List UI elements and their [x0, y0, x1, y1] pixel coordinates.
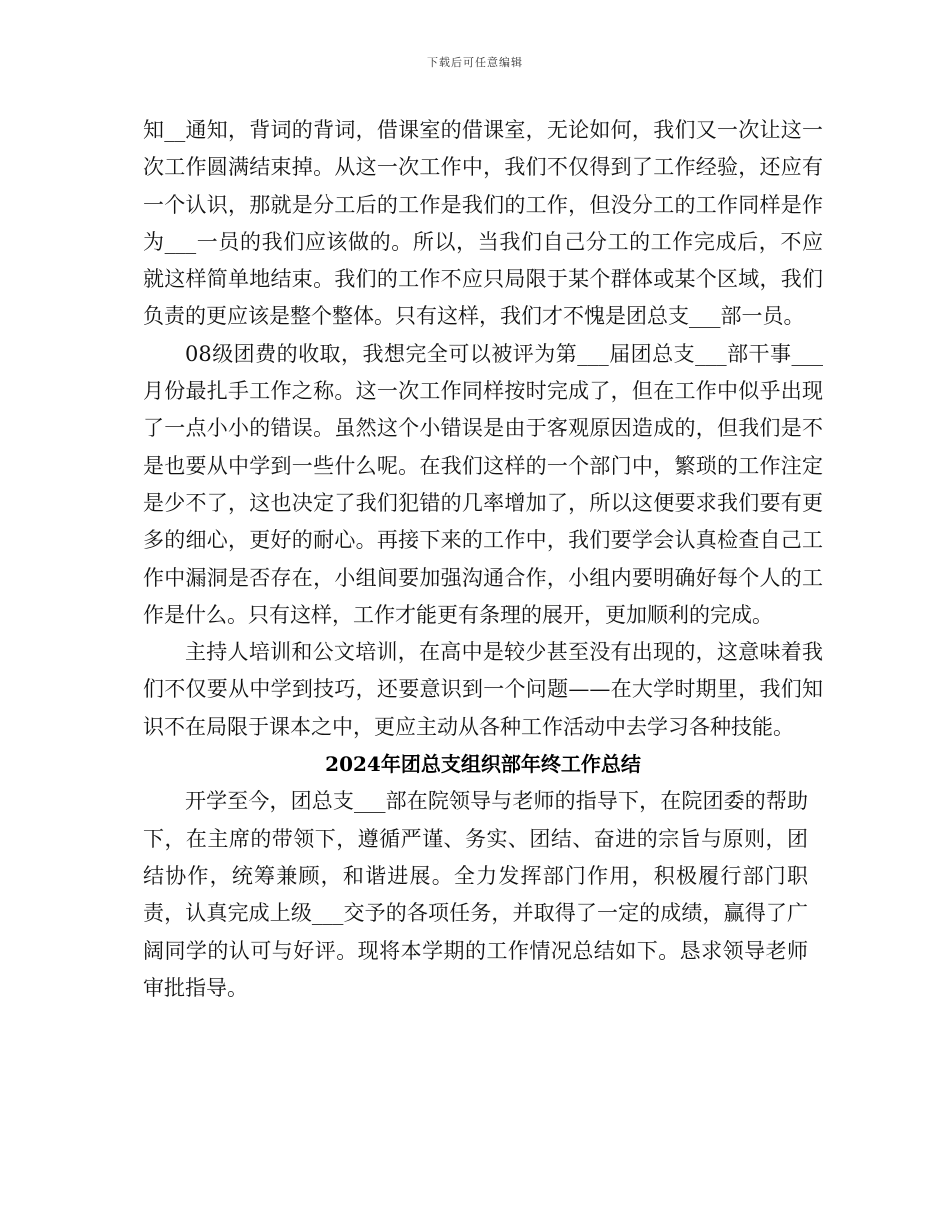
paragraph-summary-intro: 开学至今，团总支___部在院领导与老师的指导下，在院团委的帮助下，在主席的带领下，遵循严谨、务实、团结、奋进的宗旨与原则，团结协作，统筹兼顾，和谐进展。全力发挥部门作用，积极履行部门职责，认真完成上级___交予的各项任务，并取得了一定的成绩，赢得了广阔同学的认可与好评。现将本学期的工作情况总结如下。恳求领导老师审批指导。: [143, 789, 808, 1000]
page-header: 下载后可任意编辑: [427, 56, 523, 69]
paragraph-training: 主持人培训和公文培训，在高中是较少甚至没有出现的，这意味着我们不仅要从中学到技巧，还要意识到一个问题——在大学时期里，我们知识不在局限于课本之中，更应主动从各种工作活动中去学习各种技能。: [143, 640, 823, 739]
document-body: [143, 112, 823, 1007]
paragraph-continued: 知__通知，背词的背词，借课室的借课室，无论如何，我们又一次让这一次工作圆满结束掉。从这一次工作中，我们不仅得到了工作经验，还应有一个认识，那就是分工后的工作是我们的工作，但没分工的工作同样是作为___一员的我们应该做的。所以，当我们自己分工的工作完成后，不应就这样简单地结束。我们的工作不应只局限于某个群体或某个区域，我们负责的更应该是整个整体。只有这样，我们才不愧是团总支___部一员。: [143, 118, 823, 329]
paragraph-league-fee: 08级团费的收取，我想完全可以被评为第___届团总支___部干事___月份最扎手工作之称。这一次工作同样按时完成了，但在工作中似乎出现了一点小小的错误。虽然这个小错误是由于客观原因造成的，但我们是不是也要从中学到一些什么呢。在我们这样的一个部门中，繁琐的工作注定是少不了，这也决定了我们犯错的几率增加了，所以这便要求我们要有更多的细心，更好的耐心。再接下来的工作中，我们要学会认真检查自己工作中漏洞是否存在，小组间要加强沟通合作，小组内要明确好每个人的工作是什么。只有这样，工作才能更有条理的展开，更加顺利的完成。: [143, 341, 823, 627]
document-title: 2024年团总支组织部年终工作总结: [325, 752, 641, 777]
